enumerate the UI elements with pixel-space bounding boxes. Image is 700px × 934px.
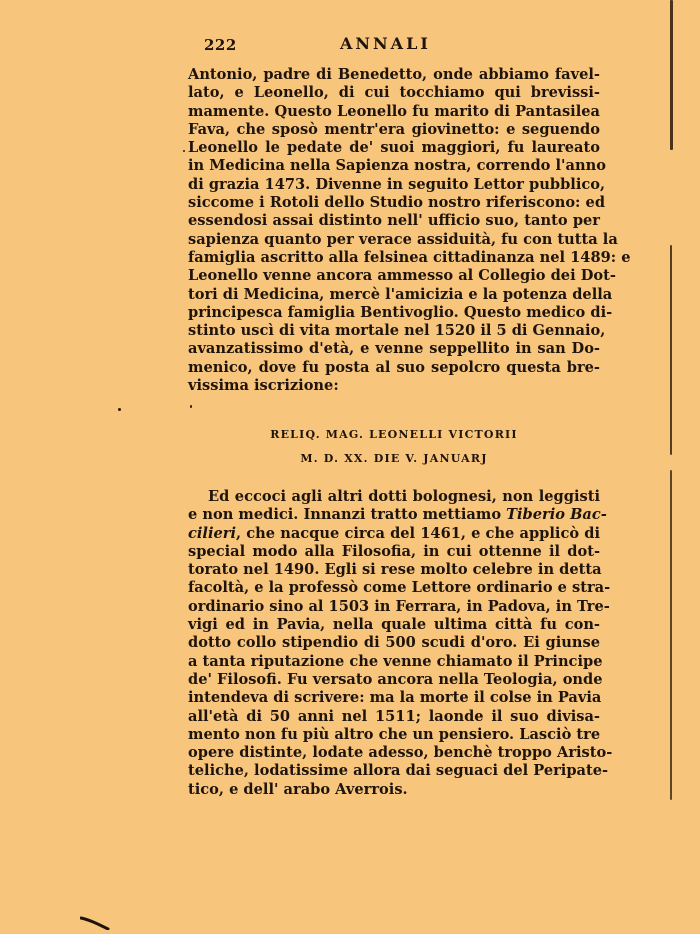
text-line: ordinario sino al 1503 in Ferrara, in Padova, in Tre-	[188, 597, 610, 615]
text-line: sapienza quanto per verace assiduità, fu con tutta la	[188, 230, 618, 248]
text-line: Antonio, padre di Benedetto, onde abbiamo favel-	[188, 66, 600, 83]
paper-speck	[118, 408, 121, 411]
page-number: 222	[204, 36, 237, 54]
inscription-line-1: RELIQ. MAG. LEONELLI VICTORII	[270, 428, 518, 441]
text-line: Leonello le pedate de' suoi maggiori, fu laureato	[188, 139, 600, 157]
text-line: mamente. Questo Leonello fu marito di Pantasilea	[188, 102, 600, 120]
text-line: menico, dove fu posta al suo sepolcro questa bre-	[188, 358, 600, 376]
text-line: vigi ed in Pavia, nella quale ultima città fu con-	[188, 616, 600, 634]
text-line: mento non fu più altro che un pensiero. Lasciò tre	[188, 725, 601, 743]
text-line: tico, e dell' arabo Averrois.	[188, 780, 408, 798]
page-header	[0, 34, 700, 54]
text-fragment: , che nacque circa del 1461, e che applicò di	[236, 524, 600, 542]
text-line: stinto uscì di vita mortale nel 1520 il 5 di Gennaio,	[188, 322, 606, 340]
text-line: all'età di 50 anni nel 1511; laonde il suo divisa-	[188, 707, 600, 725]
paragraph-bacilieri	[188, 488, 613, 799]
text-line: teliche, lodatissime allora dai seguaci del Peripate-	[188, 762, 609, 780]
text-line: dotto collo stipendio di 500 scudi d'oro. Ei giunse	[188, 634, 600, 652]
text-line: principesca famiglia Bentivoglio. Questo medico di-	[188, 303, 613, 321]
text-line: Ed eccoci agli altri dotti bolognesi, non leggisti	[208, 488, 600, 505]
text-line	[188, 525, 600, 543]
running-title: ANNALI	[340, 34, 431, 53]
text-line: opere distinte, lodate adesso, benchè troppo Aristo-	[188, 744, 613, 762]
person-name: Tiberio Bac-	[506, 506, 607, 524]
binding-edge-mark	[670, 470, 672, 800]
person-name: cilieri	[188, 524, 237, 542]
text-line: Fava, che sposò mentr'era giovinetto: e seguendo	[188, 120, 600, 138]
text-line: avanzatissimo d'età, e venne seppellito in san Do-	[188, 340, 600, 358]
paper-speck	[190, 405, 192, 408]
text-line: intendeva di scrivere: ma la morte il colse in Pavia	[188, 689, 602, 707]
text-line: in Medicina nella Sapienza nostra, correndo l'anno	[188, 157, 606, 175]
text-line: tori di Medicina, mercè l'amicizia e la potenza della	[188, 285, 613, 303]
text-line: Leonello venne ancora ammesso al Collegio dei Dot-	[188, 267, 616, 285]
text-line: torato nel 1490. Egli si rese molto celebre in detta	[188, 561, 602, 579]
text-line: essendosi assai distinto nell' ufficio suo, tanto per	[188, 212, 600, 230]
text-line: famiglia ascritto alla felsinea cittadinanza nel 1489: e	[188, 248, 631, 266]
text-line: de' Filosofi. Fu versato ancora nella Teologia, onde	[188, 670, 603, 688]
inscription-line-2: M. D. XX. DIE V. JANUARJ	[300, 452, 488, 465]
text-line: facoltà, e la professò come Lettore ordinario e stra-	[188, 579, 611, 597]
text-line: lato, e Leonello, di cui tocchiamo qui brevissi-	[188, 84, 600, 102]
binding-edge-mark	[670, 0, 673, 150]
text-line: siccome i Rotoli dello Studio nostro riferiscono: ed	[188, 194, 606, 212]
paper-speck	[183, 150, 185, 152]
text-line: special modo alla Filosofia, in cui ottenne il dot-	[188, 542, 600, 560]
text-line	[188, 506, 607, 524]
binding-edge-mark	[670, 245, 672, 455]
text-fragment: e non medici. Innanzi tratto mettiamo	[188, 506, 507, 524]
text-line: di grazia 1473. Divenne in seguito Lettor pubblico,	[188, 175, 606, 193]
text-line: a tanta riputazione che venne chiamato il Principe	[188, 652, 603, 670]
corner-smudge-icon	[80, 916, 110, 930]
text-line: vissima iscrizione:	[188, 377, 339, 395]
paragraph-leonello	[188, 66, 631, 395]
